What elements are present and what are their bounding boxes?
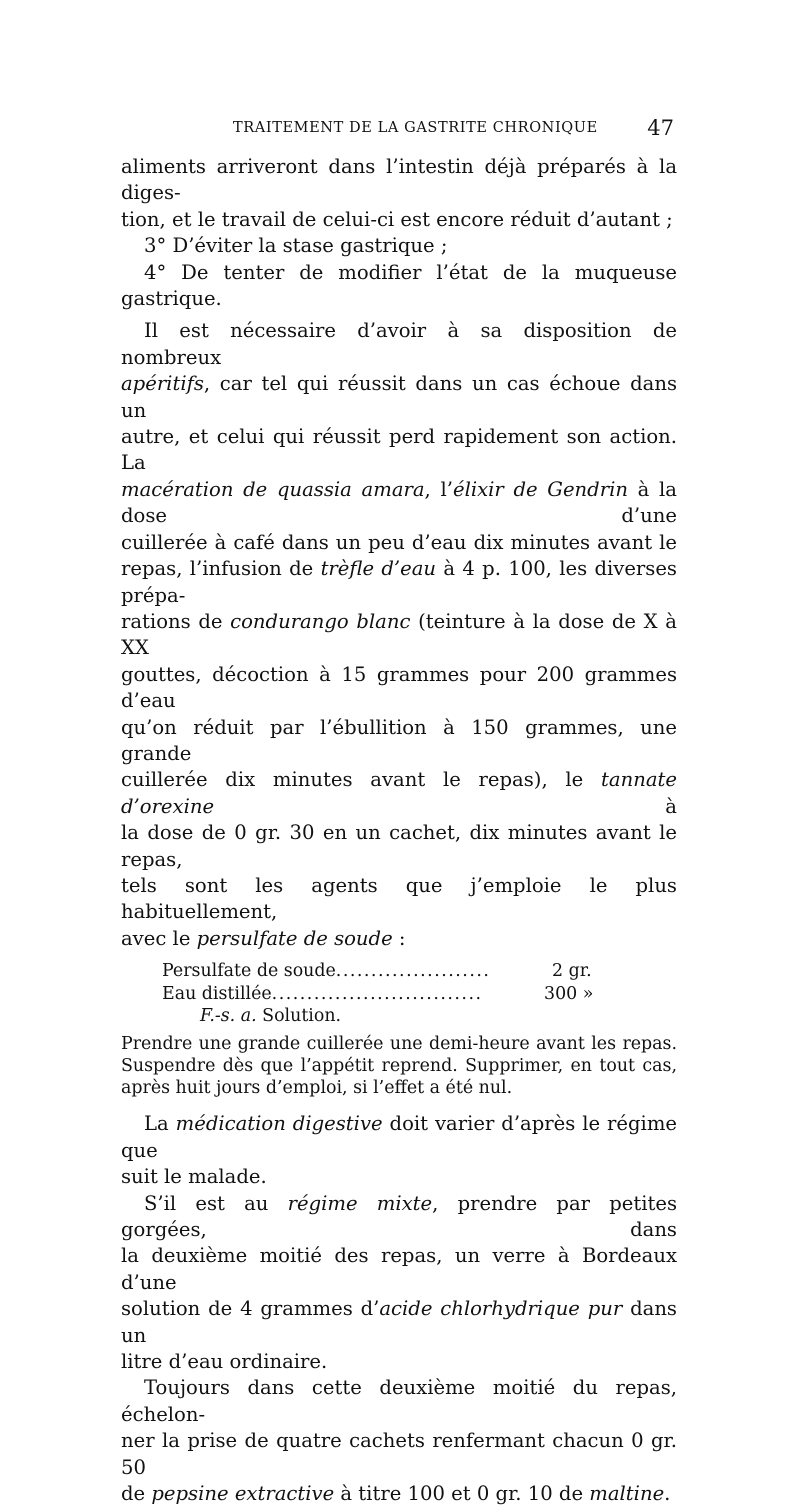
text-line: gouttes, décoction à 15 grammes pour 200 grammes d’eau <box>121 662 677 713</box>
recipe-item <box>121 960 677 983</box>
text-line: ner la prise de quatre cachets renfermant chacun 0 gr. 50 <box>121 1429 677 1479</box>
text-line: cuillerée dix minutes avant le repas), le tannate d’orexine à <box>121 768 677 818</box>
text-line: tels sont les agents que j’emploie le plus habituellement, <box>121 873 677 924</box>
recipe-ingredient: Eau distillée <box>162 983 272 1004</box>
recipe-solution: Solution. <box>262 1006 342 1027</box>
text-line: la deuxième moitié des repas, un verre à Bordeaux d’une <box>121 1244 677 1294</box>
text-line: apéritifs, car tel qui réussit dans un cas échoue dans un <box>121 372 677 422</box>
text-line: La médication digestive doit varier d’après le régime que <box>121 1112 678 1162</box>
recipe <box>121 960 677 1028</box>
text-line: qu’on réduit par l’ébullition à 150 grammes, une grande <box>121 715 677 765</box>
text-line: suit le malade. <box>121 1165 267 1189</box>
recipe-quantity: 300 » <box>544 983 594 1004</box>
recipe-item <box>121 983 677 1006</box>
running-title: TRAITEMENT DE LA GASTRITE CHRONIQUE <box>233 120 598 136</box>
leader-dots: .............................. <box>271 983 483 1004</box>
dosage-instruction <box>121 1034 677 1099</box>
text-line: macération de quassia amara, l’élixir de Gendrin à la dose d’une <box>121 477 677 528</box>
text-line: Toujours dans cette deuxième moitié du repas, échelon- <box>121 1376 677 1426</box>
leader-dots: ...................... <box>335 961 491 982</box>
recipe-fs: F.-s. a. <box>200 1006 257 1027</box>
text-line: repas, l’infusion de trèfle d’eau à 4 p. 100, les diverses prépa- <box>121 557 677 607</box>
text-line: aliments arriveront dans l’intestin déjà préparés à la diges- <box>121 155 677 205</box>
text-line: rations de condurango blanc (teinture à la dose de X à XX <box>121 609 677 660</box>
text-line: autre, et celui qui réussit perd rapidement son action. La <box>121 425 677 475</box>
text-line: avec le persulfate de soude : <box>121 926 406 950</box>
text-line: S’il est au régime mixte, prendre par petites gorgées, dans <box>121 1191 677 1241</box>
recipe-quantity: 2 gr. <box>552 961 592 982</box>
text-line: litre d’eau ordinaire. <box>121 1350 328 1374</box>
text-line: tion, et le travail de celui-ci est encore réduit d’autant ; <box>121 207 673 231</box>
list-item: 4° De tenter de modifier l’état de la muqueuse gastrique. <box>121 260 677 311</box>
text-line: solution de 4 grammes d’acide chlorhydrique pur dans un <box>121 1297 677 1347</box>
text-line: après huit jours d’emploi, si l’effet a été nul. <box>121 1077 513 1098</box>
text-line: Suspendre dès que l’appétit reprend. Supprimer, en tout cas, <box>121 1055 677 1076</box>
body-text <box>121 154 677 1507</box>
list-item: 3° D’éviter la stase gastrique ; <box>144 234 448 258</box>
text-line: Prendre une grande cuillerée une demi-heure avant les repas. <box>121 1033 677 1054</box>
recipe-instruction <box>121 1005 677 1028</box>
text-line: cuillerée à café dans un peu d’eau dix minutes avant le <box>121 530 677 554</box>
text-line: Il est nécessaire d’avoir à sa disposition de nombreux <box>121 319 677 369</box>
page-header <box>120 116 680 144</box>
page-number: 47 <box>647 116 674 140</box>
text-line: de pepsine extractive à titre 100 et 0 gr. 10 de maltine. <box>121 1482 671 1506</box>
text-line: la dose de 0 gr. 30 en un cachet, dix minutes avant le repas, <box>121 821 677 871</box>
recipe-ingredient: Persulfate de soude <box>162 961 336 982</box>
